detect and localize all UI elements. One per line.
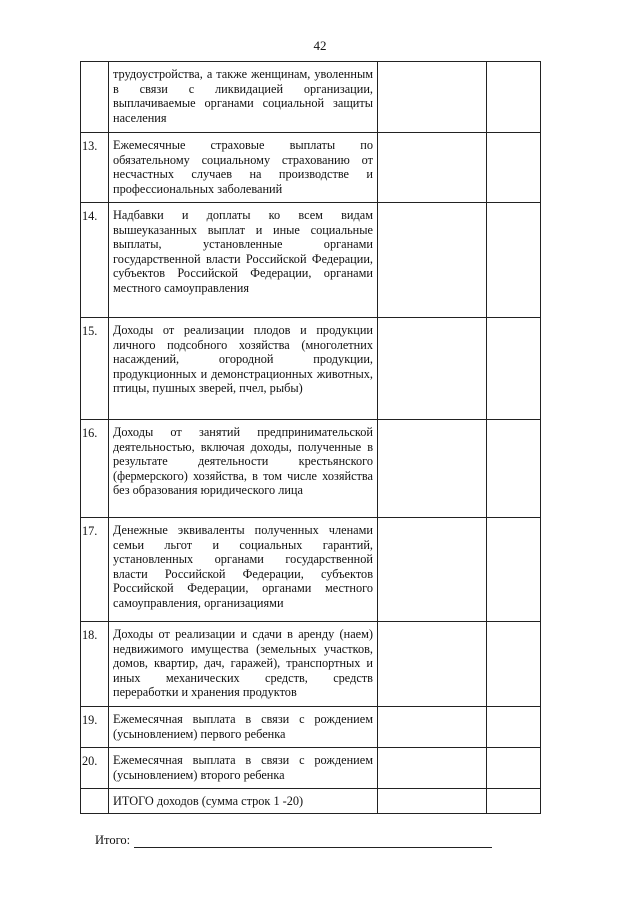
amount-cell[interactable] <box>378 203 487 318</box>
note-cell[interactable] <box>487 318 541 420</box>
row-description: Ежемесячные страховые выплаты по обязательному социальному страхованию от несчастных случаев на производстве и профессиональных заболеваний <box>109 133 378 203</box>
note-cell[interactable] <box>487 133 541 203</box>
row-description: Доходы от реализации и сдачи в аренду (наем) недвижимого имущества (земельных участков, домов, квартир, дач, гаражей), транспортных и иных механических средств, средств переработки и хранения продуктов <box>109 622 378 707</box>
row-description: трудоустройства, а также женщинам, уволенным в связи с ликвидацией организации, выплачиваемые органами социальной защиты населения <box>109 62 378 133</box>
table-row <box>81 789 541 814</box>
note-cell[interactable] <box>487 622 541 707</box>
row-description: Доходы от занятий предпринимательской деятельностью, включая доходы, полученные в результате деятельности крестьянского (фермерского) хозяйства, в том числе хозяйства без образования юридического лица <box>109 420 378 518</box>
row-description: Денежные эквиваленты полученных членами семьи льгот и социальных гарантий, установленных органами государственной власти Российской Федерации, субъектов Российской Федерации, органами местного самоуправления, организациями <box>109 518 378 622</box>
row-description: Ежемесячная выплата в связи с рождением (усыновлением) второго ребенка <box>109 748 378 789</box>
table-row <box>81 518 541 622</box>
note-cell[interactable] <box>487 789 541 814</box>
amount-cell[interactable] <box>378 789 487 814</box>
row-number <box>81 62 109 133</box>
note-cell[interactable] <box>487 203 541 318</box>
row-number: 19. <box>81 707 109 748</box>
table-row <box>81 318 541 420</box>
amount-cell[interactable] <box>378 748 487 789</box>
page-number: 42 <box>313 38 327 53</box>
table-row <box>81 133 541 203</box>
note-cell[interactable] <box>487 62 541 133</box>
amount-cell[interactable] <box>378 707 487 748</box>
row-number: 15. <box>81 318 109 420</box>
row-number: 18. <box>81 622 109 707</box>
total-line <box>95 833 492 848</box>
amount-cell[interactable] <box>378 518 487 622</box>
row-description: Надбавки и доплаты ко всем видам вышеуказанных выплат и иные социальные выплаты, установленные органами государственной власти Российской Федерации, субъектов Российской Федерации, органами местного самоуправления <box>109 203 378 318</box>
row-description: ИТОГО доходов (сумма строк 1 -20) <box>109 789 378 814</box>
row-description: Доходы от реализации плодов и продукции личного подсобного хозяйства (многолетних насаждений, огородной продукции, продукционных и демонстрационных животных, птицы, пушных зверей, пчел, рыбы) <box>109 318 378 420</box>
table-row <box>81 62 541 133</box>
table-row <box>81 748 541 789</box>
amount-cell[interactable] <box>378 318 487 420</box>
table-row <box>81 203 541 318</box>
amount-cell[interactable] <box>378 622 487 707</box>
row-number: 20. <box>81 748 109 789</box>
row-description: Ежемесячная выплата в связи с рождением (усыновлением) первого ребенка <box>109 707 378 748</box>
row-number: 14. <box>81 203 109 318</box>
income-table <box>80 61 541 814</box>
note-cell[interactable] <box>487 748 541 789</box>
table-row <box>81 707 541 748</box>
row-number: 13. <box>81 133 109 203</box>
table-row <box>81 420 541 518</box>
row-number: 16. <box>81 420 109 518</box>
total-blank-line[interactable] <box>134 835 492 848</box>
amount-cell[interactable] <box>378 420 487 518</box>
note-cell[interactable] <box>487 707 541 748</box>
amount-cell[interactable] <box>378 133 487 203</box>
note-cell[interactable] <box>487 518 541 622</box>
amount-cell[interactable] <box>378 62 487 133</box>
total-label: Итого: <box>95 833 131 847</box>
row-number: 17. <box>81 518 109 622</box>
note-cell[interactable] <box>487 420 541 518</box>
table-row <box>81 622 541 707</box>
row-number <box>81 789 109 814</box>
